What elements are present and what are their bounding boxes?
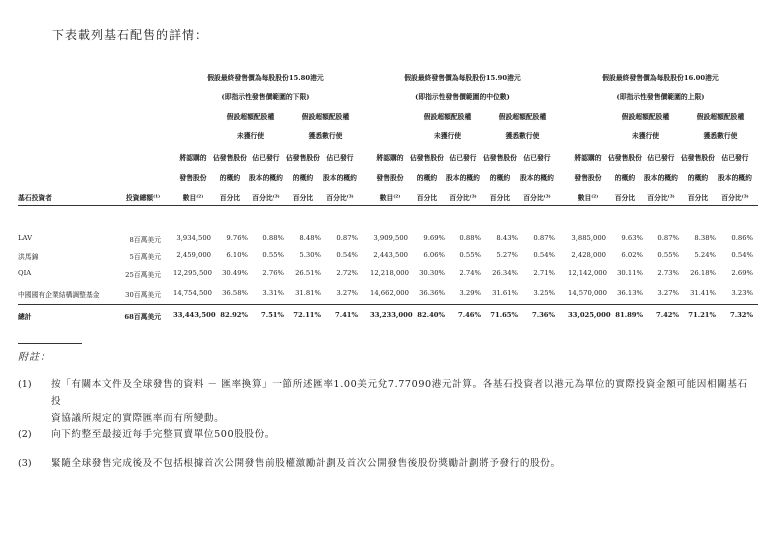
table-cell: 36.36%	[419, 289, 445, 297]
column-header: 將認購的	[179, 154, 207, 162]
subgroup-not-exercised-l2: 未獲行使	[631, 132, 660, 140]
table-cell: 9.76%	[226, 234, 248, 242]
table-cell: 6.10%	[226, 251, 248, 259]
table-cell: 5.27%	[496, 251, 518, 259]
subgroup-not-exercised-l1: 假設超額配股權	[621, 113, 670, 121]
subgroup-not-exercised-l2: 未獲行使	[236, 132, 265, 140]
footnote-line: 向下約整至最接近每手完整買賣單位500股股份。	[51, 429, 275, 440]
table-cell: 0.87%	[657, 234, 679, 242]
column-header-investor: 基石投資者	[18, 194, 52, 202]
table-cell: 0.88%	[459, 234, 481, 242]
column-header: 將認購的	[574, 154, 602, 162]
table-cell: 12,218,000	[370, 269, 409, 277]
column-header: 百分比⁽³⁾	[647, 194, 675, 202]
column-header: 數目⁽²⁾	[379, 194, 401, 202]
table-cell: 2,443,500	[373, 251, 408, 259]
table-cell: 0.54%	[533, 251, 555, 259]
table-cell: 82.40%	[417, 311, 445, 319]
table-cell: 5.30%	[299, 251, 321, 259]
table-cell: 3,934,500	[176, 234, 211, 242]
table-cell: 6.02%	[621, 251, 643, 259]
subgroup-fully-exercised-l2: 獲悉數行使	[703, 132, 738, 140]
total-rule	[18, 304, 758, 305]
table-cell: 2.74%	[459, 269, 481, 277]
footnote-number: (1)	[18, 379, 32, 390]
subgroup-not-exercised-l1: 假設超額配股權	[226, 113, 275, 121]
column-header: 股本的概約	[323, 174, 357, 182]
table-cell: 2.69%	[731, 269, 753, 277]
footnote-line: 按「有關本文件及全球發售的資料 － 匯率換算」一節所述匯率1.00美元兌7.77090港元計算。各基石投資者以港元為單位的實際投資金額可能因相關基石投	[51, 379, 748, 407]
investor-name: QIA	[18, 269, 32, 277]
table-cell: 3.27%	[657, 289, 679, 297]
column-header: 的概約	[219, 174, 241, 182]
table-cell: 7.36%	[531, 311, 555, 319]
column-header: 發售股份	[179, 174, 207, 182]
table-cell: 26.51%	[295, 269, 321, 277]
table-cell: 9.69%	[423, 234, 445, 242]
table-cell: 71.65%	[490, 311, 518, 319]
column-header: 百分比	[219, 194, 241, 202]
column-header: 股本的概約	[718, 174, 752, 182]
column-header: 百分比	[614, 194, 636, 202]
table-cell: 0.87%	[533, 234, 555, 242]
column-header: 百分比⁽³⁾	[721, 194, 749, 202]
column-header: 百分比	[687, 194, 709, 202]
table-cell: 0.88%	[262, 234, 284, 242]
table-cell: 71.21%	[688, 311, 716, 319]
table-cell: 2.73%	[657, 269, 679, 277]
column-header: 股本的概約	[644, 174, 678, 182]
table-cell: 8.43%	[496, 234, 518, 242]
table-cell: 2.71%	[533, 269, 555, 277]
table-cell: 3.27%	[336, 289, 358, 297]
column-header: 佔已發行	[252, 154, 280, 162]
table-cell: 7.46%	[457, 311, 481, 319]
subgroup-fully-exercised-l2: 獲悉數行使	[308, 132, 343, 140]
footnote-number: (3)	[18, 458, 32, 469]
column-header: 的概約	[687, 174, 709, 182]
table-cell: 72.11%	[293, 311, 321, 319]
column-header: 佔發售股份	[608, 154, 642, 162]
column-header: 百分比	[416, 194, 438, 202]
table-cell: 30.30%	[419, 269, 445, 277]
table-cell: 7.41%	[334, 311, 358, 319]
group-subtitle: (即指示性發售價範圍的上限)	[616, 93, 705, 101]
footnote-line: 緊隨全球發售完成後及不包括根據首次公開發售前股權激勵計劃及首次公開發售後股份獎勵計劃將予發行的股份。	[51, 458, 561, 469]
table-cell: 2,459,000	[176, 251, 211, 259]
table-cell: 3,885,000	[571, 234, 606, 242]
table-cell: 14,662,000	[370, 289, 409, 297]
table-cell: 81.89%	[615, 311, 643, 319]
table-cell: 31.41%	[690, 289, 716, 297]
table-cell: 3,909,500	[373, 234, 408, 242]
table-cell: 8.48%	[299, 234, 321, 242]
footnote-text	[51, 455, 756, 472]
table-cell: 33,233,000	[370, 311, 413, 319]
column-header: 佔發售股份	[213, 154, 247, 162]
footnote-text	[51, 376, 756, 427]
column-header: 佔已發行	[523, 154, 551, 162]
column-header: 股本的概約	[249, 174, 283, 182]
table-cell: 2.76%	[262, 269, 284, 277]
column-header: 股本的概約	[446, 174, 480, 182]
table-cell: 14,754,500	[173, 289, 212, 297]
investment-amount: 30百萬美元	[125, 291, 161, 299]
column-header: 百分比⁽³⁾	[449, 194, 477, 202]
column-header: 的概約	[292, 174, 314, 182]
table-cell: 0.55%	[657, 251, 679, 259]
notes-divider	[18, 343, 82, 344]
table-cell: 3.23%	[731, 289, 753, 297]
column-header: 的概約	[614, 174, 636, 182]
header-rule	[18, 205, 758, 206]
column-header: 百分比	[489, 194, 511, 202]
table-cell: 26.34%	[492, 269, 518, 277]
notes-title: 附註：	[18, 352, 51, 363]
table-cell: 33,443,500	[173, 311, 216, 319]
table-cell: 0.55%	[262, 251, 284, 259]
intro-text: 下表載列基石配售的詳情：	[52, 28, 209, 42]
column-header: 百分比	[292, 194, 314, 202]
column-header: 發售股份	[376, 174, 404, 182]
table-cell: 3.25%	[533, 289, 555, 297]
column-header: 百分比⁽³⁾	[252, 194, 280, 202]
column-header: 佔發售股份	[286, 154, 320, 162]
table-cell: 33,025,000	[568, 311, 611, 319]
table-cell: 7.42%	[655, 311, 679, 319]
table-cell: 12,142,000	[568, 269, 607, 277]
subgroup-not-exercised-l1: 假設超額配股權	[423, 113, 472, 121]
table-cell: 26.18%	[690, 269, 716, 277]
table-cell: 2.72%	[336, 269, 358, 277]
subgroup-fully-exercised-l1: 假設超額配股權	[498, 113, 547, 121]
investment-amount: 8百萬美元	[129, 236, 161, 244]
column-header: 數目⁽²⁾	[182, 194, 204, 202]
group-subtitle: (即指示性發售價範圍的下限)	[221, 93, 310, 101]
subgroup-fully-exercised-l2: 獲悉數行使	[505, 132, 540, 140]
table-cell: 7.51%	[260, 311, 284, 319]
investment-amount: 68百萬美元	[124, 313, 161, 321]
table-cell: 0.86%	[731, 234, 753, 242]
table-cell: 0.54%	[731, 251, 753, 259]
investment-amount: 25百萬美元	[125, 271, 161, 279]
column-header: 佔發售股份	[410, 154, 444, 162]
group-title: 假設最終發售價為每股股份15.90港元	[404, 74, 521, 82]
table-cell: 3.29%	[459, 289, 481, 297]
table-cell: 31.81%	[295, 289, 321, 297]
table-cell: 31.61%	[492, 289, 518, 297]
column-header: 佔已發行	[647, 154, 675, 162]
column-header: 佔已發行	[721, 154, 749, 162]
table-cell: 0.54%	[336, 251, 358, 259]
column-header: 股本的概約	[520, 174, 554, 182]
table-cell: 7.32%	[729, 311, 753, 319]
table-cell: 2,428,000	[571, 251, 606, 259]
footnote-number: (2)	[18, 429, 32, 440]
footnote-text	[51, 426, 756, 443]
table-cell: 82.92%	[220, 311, 248, 319]
column-header: 發售股份	[574, 174, 602, 182]
column-header: 佔已發行	[449, 154, 477, 162]
column-header: 佔已發行	[326, 154, 354, 162]
investor-name: LAV	[18, 234, 32, 242]
table-cell: 6.06%	[423, 251, 445, 259]
subgroup-fully-exercised-l1: 假設超額配股權	[696, 113, 745, 121]
column-header: 佔發售股份	[681, 154, 715, 162]
subgroup-not-exercised-l2: 未獲行使	[433, 132, 462, 140]
investor-name: 洪馬錦	[18, 253, 39, 261]
investment-amount: 5百萬美元	[129, 253, 161, 261]
subgroup-fully-exercised-l1: 假設超額配股權	[301, 113, 350, 121]
column-header: 的概約	[489, 174, 511, 182]
column-header: 百分比⁽³⁾	[523, 194, 551, 202]
total-label: 總計	[18, 313, 32, 321]
table-cell: 14,570,000	[568, 289, 607, 297]
table-cell: 0.87%	[336, 234, 358, 242]
table-cell: 9.63%	[621, 234, 643, 242]
table-cell: 5.24%	[694, 251, 716, 259]
table-cell: 30.11%	[617, 269, 643, 277]
column-header: 佔發售股份	[483, 154, 517, 162]
table-cell: 3.31%	[262, 289, 284, 297]
table-cell: 36.58%	[222, 289, 248, 297]
table-cell: 36.13%	[617, 289, 643, 297]
column-header: 的概約	[416, 174, 438, 182]
column-header: 數目⁽²⁾	[577, 194, 599, 202]
group-title: 假設最終發售價為每股股份15.80港元	[207, 74, 324, 82]
column-header-amount: 投資總額⁽¹⁾	[125, 194, 161, 202]
footnote-line: 資協議所規定的實際匯率而有所變動。	[51, 413, 225, 424]
table-cell: 8.38%	[694, 234, 716, 242]
table-cell: 30.49%	[222, 269, 248, 277]
column-header: 百分比⁽³⁾	[326, 194, 354, 202]
table-cell: 0.55%	[459, 251, 481, 259]
group-title: 假設最終發售價為每股股份16.00港元	[602, 74, 719, 82]
group-subtitle: (即指示性發售價範圍的中位數)	[415, 93, 510, 101]
column-header: 將認購的	[376, 154, 404, 162]
table-cell: 12,295,500	[173, 269, 212, 277]
investor-name: 中國國有企業結構調整基金	[18, 291, 100, 299]
